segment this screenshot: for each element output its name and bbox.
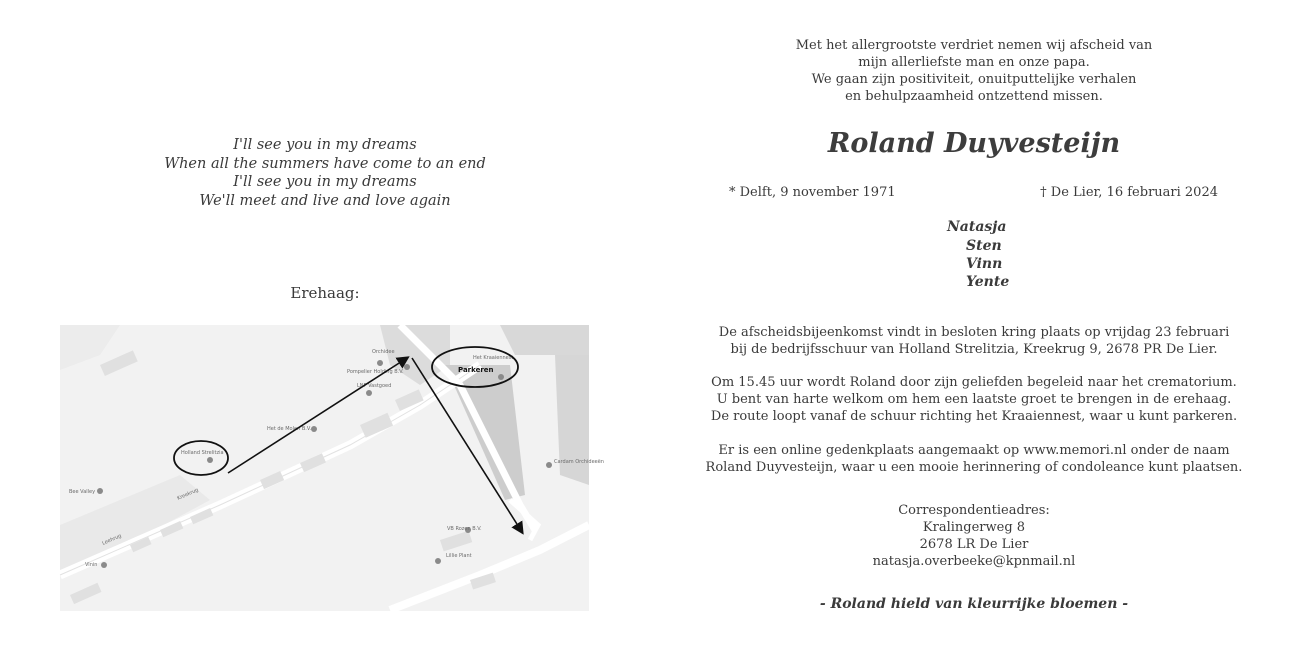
map-label-holland-strelitzia: Holland Strelitzia (181, 450, 224, 456)
family-member: Yente (966, 274, 1010, 290)
map-label-pompelier: Pompelier Holding B.V. (347, 369, 404, 375)
correspondence-address (800, 502, 1148, 570)
family-member: Vinn (966, 256, 1003, 272)
paragraph-line: Roland Duyvesteijn, waar u een mooie herinnering of condoleance kunt plaatsen. (705, 460, 1243, 475)
map-label-street-kreekrug: Kreekrug (176, 487, 200, 502)
route-map (60, 325, 604, 611)
map-label-lnp: LNP Vastgoed (357, 383, 392, 389)
poem-line: I'll see you in my dreams (233, 137, 417, 153)
intro-line: Met het allergrootste verdriet nemen wij afscheid van (795, 38, 1153, 53)
map-label-vb-rozen: VB Rozen B.V. (447, 526, 482, 532)
correspondence-email: natasja.overbeeke@kpnmail.nl (872, 554, 1076, 569)
ceremony-paragraph (700, 324, 1248, 358)
intro-line: We gaan zijn positiviteit, onuitputtelijke verhalen (811, 72, 1137, 87)
map-label-het-kraaiennest: Het Kraaiennest (473, 355, 514, 361)
map-label-cardam: Cardam Orchideeën (554, 459, 604, 465)
paragraph-line: bij de bedrijfsschuur van Holland Strelitzia, Kreekrug 9, 2678 PR De Lier. (730, 342, 1218, 357)
map-label-parkeren: Parkeren (458, 366, 494, 374)
greenhouse-block (500, 325, 589, 355)
deceased-name: Roland Duyvesteijn (827, 128, 1121, 159)
map-label-lillie-plant: Lillie Plant (446, 553, 472, 559)
paragraph-line: Er is een online gedenkplaats aangemaakt op www.memori.nl onder de naam (718, 443, 1230, 458)
birth-info: * Delft, 9 november 1971 (729, 185, 896, 200)
map-label-het-de-molen: Het de Molen B.V. (267, 426, 312, 432)
poem (120, 136, 530, 210)
family-member: Sten (966, 238, 1002, 254)
intro-line: mijn allerliefste man en onze papa. (858, 55, 1090, 70)
map-label-vinin: Vinin (85, 562, 98, 568)
poem-line: I'll see you in my dreams (233, 174, 417, 190)
intro-text (740, 37, 1208, 105)
correspondence-city: 2678 LR De Lier (919, 537, 1029, 552)
poem-line: We'll meet and live and love again (199, 192, 451, 209)
correspondence-street: Kralingerweg 8 (922, 520, 1026, 535)
family-member: Natasja (947, 219, 1007, 235)
memorial-paragraph (700, 442, 1248, 476)
paragraph-line: U bent van harte welkom om hem een laatste groet te brengen in de erehaag. (716, 392, 1232, 407)
intro-line: en behulpzaamheid ontzettend missen. (845, 89, 1103, 104)
paragraph-line: Om 15.45 uur wordt Roland door zijn geliefden begeleid naar het crematorium. (711, 375, 1237, 390)
map-label-orchidee: Orchidee (372, 349, 395, 355)
closing-line: - Roland hield van kleurrijke bloemen - (819, 596, 1129, 612)
poem-line: When all the summers have come to an end (164, 155, 486, 172)
greenhouse-block (555, 355, 589, 485)
paragraph-line: De route loopt vanaf de schuur richting het Kraaiennest, waar u kunt parkeren. (710, 409, 1238, 424)
route-map-graphic (60, 325, 604, 611)
paragraph-line: De afscheidsbijeenkomst vindt in besloten kring plaats op vrijdag 23 februari (718, 325, 1230, 340)
map-label: Erehaag: (290, 284, 360, 302)
map-label-street-leehrug: Leehrug (101, 533, 123, 547)
death-info: † De Lier, 16 februari 2024 (1040, 185, 1218, 200)
correspondence-heading: Correspondentieadres: (898, 503, 1050, 518)
map-label-bee-valley: Bee Valley (69, 489, 96, 495)
route-paragraph (700, 374, 1248, 425)
